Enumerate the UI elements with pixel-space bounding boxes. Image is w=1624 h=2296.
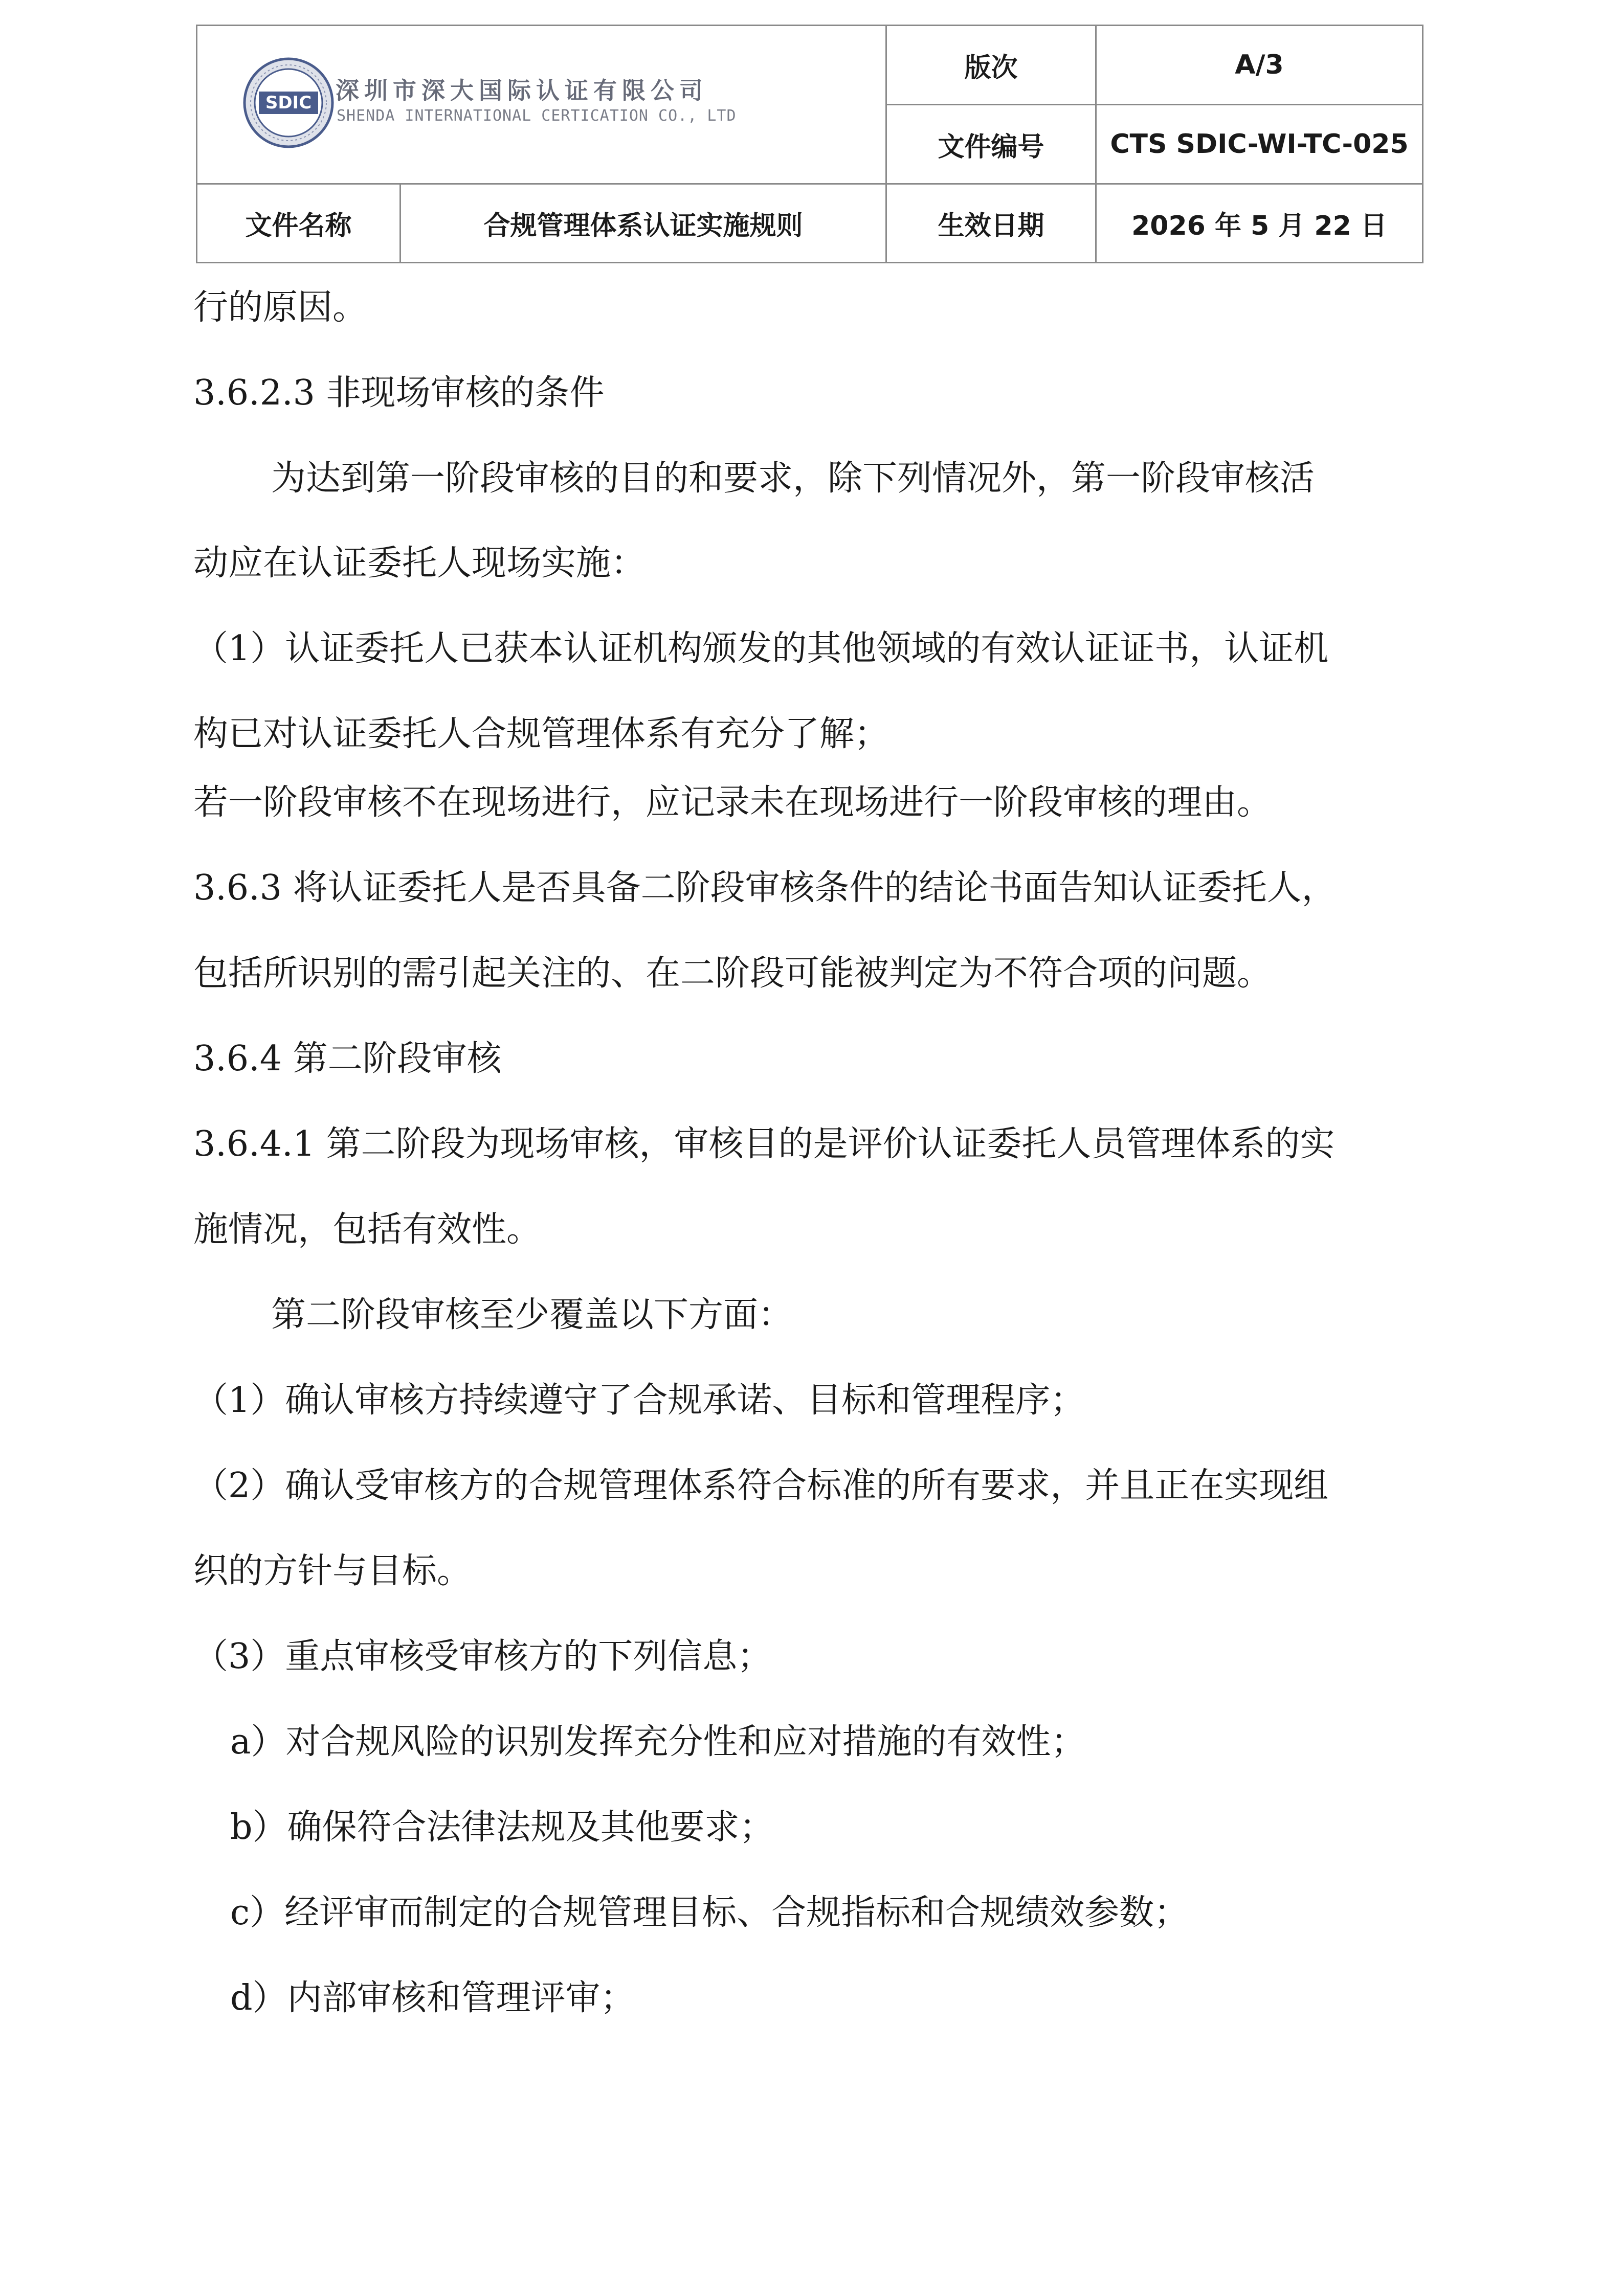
body-line: 动应在认证委托人现场实施： bbox=[193, 543, 646, 583]
list-item: （3）重点审核受审核方的下列信息； bbox=[193, 1636, 772, 1677]
body-line: 行的原因。 bbox=[193, 287, 368, 328]
doc-number-value: CTS SDIC-WI-TC-025 bbox=[1110, 129, 1409, 160]
effective-date-label: 生效日期 bbox=[938, 211, 1044, 241]
company-name-cn: 深圳市深大国际认证有限公司 bbox=[336, 77, 708, 104]
company-name-en: SHENDA INTERNATIONAL CERTICATION CO., LTD bbox=[337, 107, 737, 125]
company-seal-icon bbox=[242, 57, 335, 149]
body-line: 构已对认证委托人合规管理体系有充分了解； bbox=[193, 714, 889, 754]
list-item: （1）确认审核方持续遵守了合规承诺、目标和管理程序； bbox=[193, 1380, 1085, 1421]
section-paragraph: 3.6.3 将认证委托人是否具备二阶段审核条件的结论书面告知认证委托人， bbox=[193, 868, 1337, 908]
sub-list-item: b）确保符合法律法规及其他要求； bbox=[230, 1807, 774, 1848]
section-paragraph: 3.6.4.1 第二阶段为现场审核，审核目的是评价认证委托人员管理体系的实 bbox=[193, 1124, 1335, 1164]
body-line: 为达到第一阶段审核的目的和要求，除下列情况外，第一阶段审核活 bbox=[271, 458, 1315, 499]
effective-date-value: 2026 年 5 月 22 日 bbox=[1131, 211, 1387, 241]
body-line: 若一阶段审核不在现场进行，应记录未在现场进行一阶段审核的理由。 bbox=[193, 782, 1272, 823]
sub-list-item: c）经评审而制定的合规管理目标、合规指标和合规绩效参数； bbox=[230, 1893, 1189, 1933]
sub-list-item: a）对合规风险的识别发挥充分性和应对措施的有效性； bbox=[230, 1722, 1086, 1762]
doc-number-label: 文件编号 bbox=[938, 131, 1044, 163]
body-line: 织的方针与目标。 bbox=[193, 1551, 472, 1591]
list-item: （2）确认受审核方的合规管理体系符合标准的所有要求，并且正在实现组 bbox=[193, 1466, 1329, 1506]
body-line: 施情况，包括有效性。 bbox=[193, 1209, 542, 1250]
version-value: A/3 bbox=[1235, 50, 1284, 80]
body-line: 第二阶段审核至少覆盖以下方面： bbox=[271, 1295, 793, 1335]
version-label: 版次 bbox=[964, 52, 1018, 83]
section-heading: 3.6.4 第二阶段审核 bbox=[193, 1039, 502, 1079]
list-item: （1）认证委托人已获本认证机构颁发的其他领域的有效认证证书，认证机 bbox=[193, 628, 1329, 669]
company-logo-block bbox=[197, 26, 885, 185]
document-header-table bbox=[196, 25, 1423, 263]
doc-name-value: 合规管理体系认证实施规则 bbox=[483, 211, 803, 241]
doc-name-label: 文件名称 bbox=[245, 211, 352, 241]
logo-text: SDIC bbox=[265, 93, 312, 113]
sub-list-item: d）内部审核和管理评审； bbox=[230, 1978, 635, 2018]
body-line: 包括所识别的需引起关注的、在二阶段可能被判定为不符合项的问题。 bbox=[193, 953, 1272, 994]
section-heading: 3.6.2.3 非现场审核的条件 bbox=[193, 373, 605, 413]
